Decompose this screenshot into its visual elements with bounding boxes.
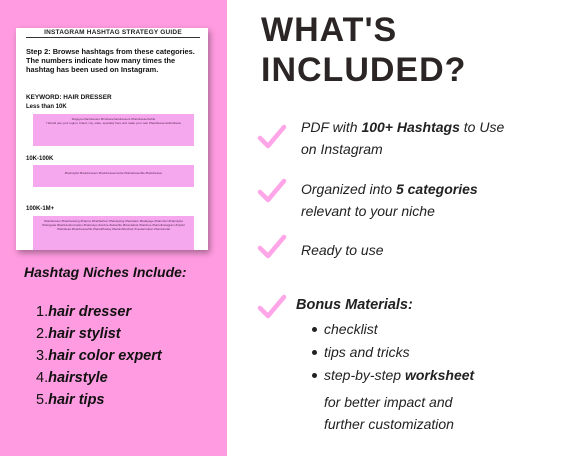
bonus-title: Bonus Materials: (296, 297, 413, 313)
niches-title: Hashtag Niches Include: (24, 264, 187, 280)
niche-list (36, 304, 162, 414)
check-icon (257, 124, 287, 150)
included-item: Ready to use (301, 242, 384, 258)
guide-section-label: 100K-1M+ (26, 206, 55, 212)
guide-section-label: Less than 10K (26, 104, 67, 110)
check-icon (257, 234, 287, 260)
guide-section-label: 10K-100K (26, 156, 54, 162)
guide-step-text: Step 2: Browse hashtags from these categories. The numbers indicate how many times the hashtag has been used on Instagram. (26, 47, 195, 75)
guide-hashtag-box: #tagsyourhairdresser #brisbanehairdressers #hairdresserforlife I Would use your region, brand, city, state, specialty here and make your own #hairdressersinbrisbane (33, 114, 194, 146)
guide-keyword: KEYWORD: HAIR DRESSER (26, 94, 112, 101)
niche-item: 3.hair color expert (36, 348, 162, 364)
niche-item: 2.hair stylist (36, 326, 121, 342)
niche-item: 5.hair tips (36, 392, 105, 408)
left-panel (0, 0, 227, 456)
included-item: PDF with 100+ Hashtags to Use on Instagram (301, 119, 505, 157)
guide-hashtag-box: #hairdresser #hairdressing #haircut #hairfashion #hairstyling #hairsalon #balayage #haircolor #hairstyles #hairgoals #hairtransformation #hairinspo #ombre #salonlife #blondehair #hairlove #hairofinstagram #stylist #hairideas #hairdresserlife #hairoftheday #behindthechair #modernsalon #hairtutorial (33, 216, 194, 250)
check-icon (257, 294, 287, 320)
niche-item: 4.hairstyle (36, 370, 108, 386)
bonus-list (310, 318, 474, 387)
niche-item: 1.hair dresser (36, 304, 132, 320)
bonus-item: tips and tricks (310, 341, 474, 364)
check-icon (257, 178, 287, 204)
included-item: Organized into 5 categories relevant to your niche (301, 181, 478, 219)
headline: WHAT'S INCLUDED? (261, 11, 467, 89)
guide-header: INSTAGRAM HASHTAG STRATEGY GUIDE (26, 28, 200, 38)
bonus-item: step-by-step worksheet (310, 364, 474, 387)
bonus-extra-text: for better impact and further customization (324, 394, 454, 432)
bonus-item: checklist (310, 318, 474, 341)
guide-preview (16, 28, 208, 250)
guide-hashtag-box: #hairstylist #hairdressers #hairdressersunite #hairdresserlife #hairdresser (33, 165, 194, 187)
